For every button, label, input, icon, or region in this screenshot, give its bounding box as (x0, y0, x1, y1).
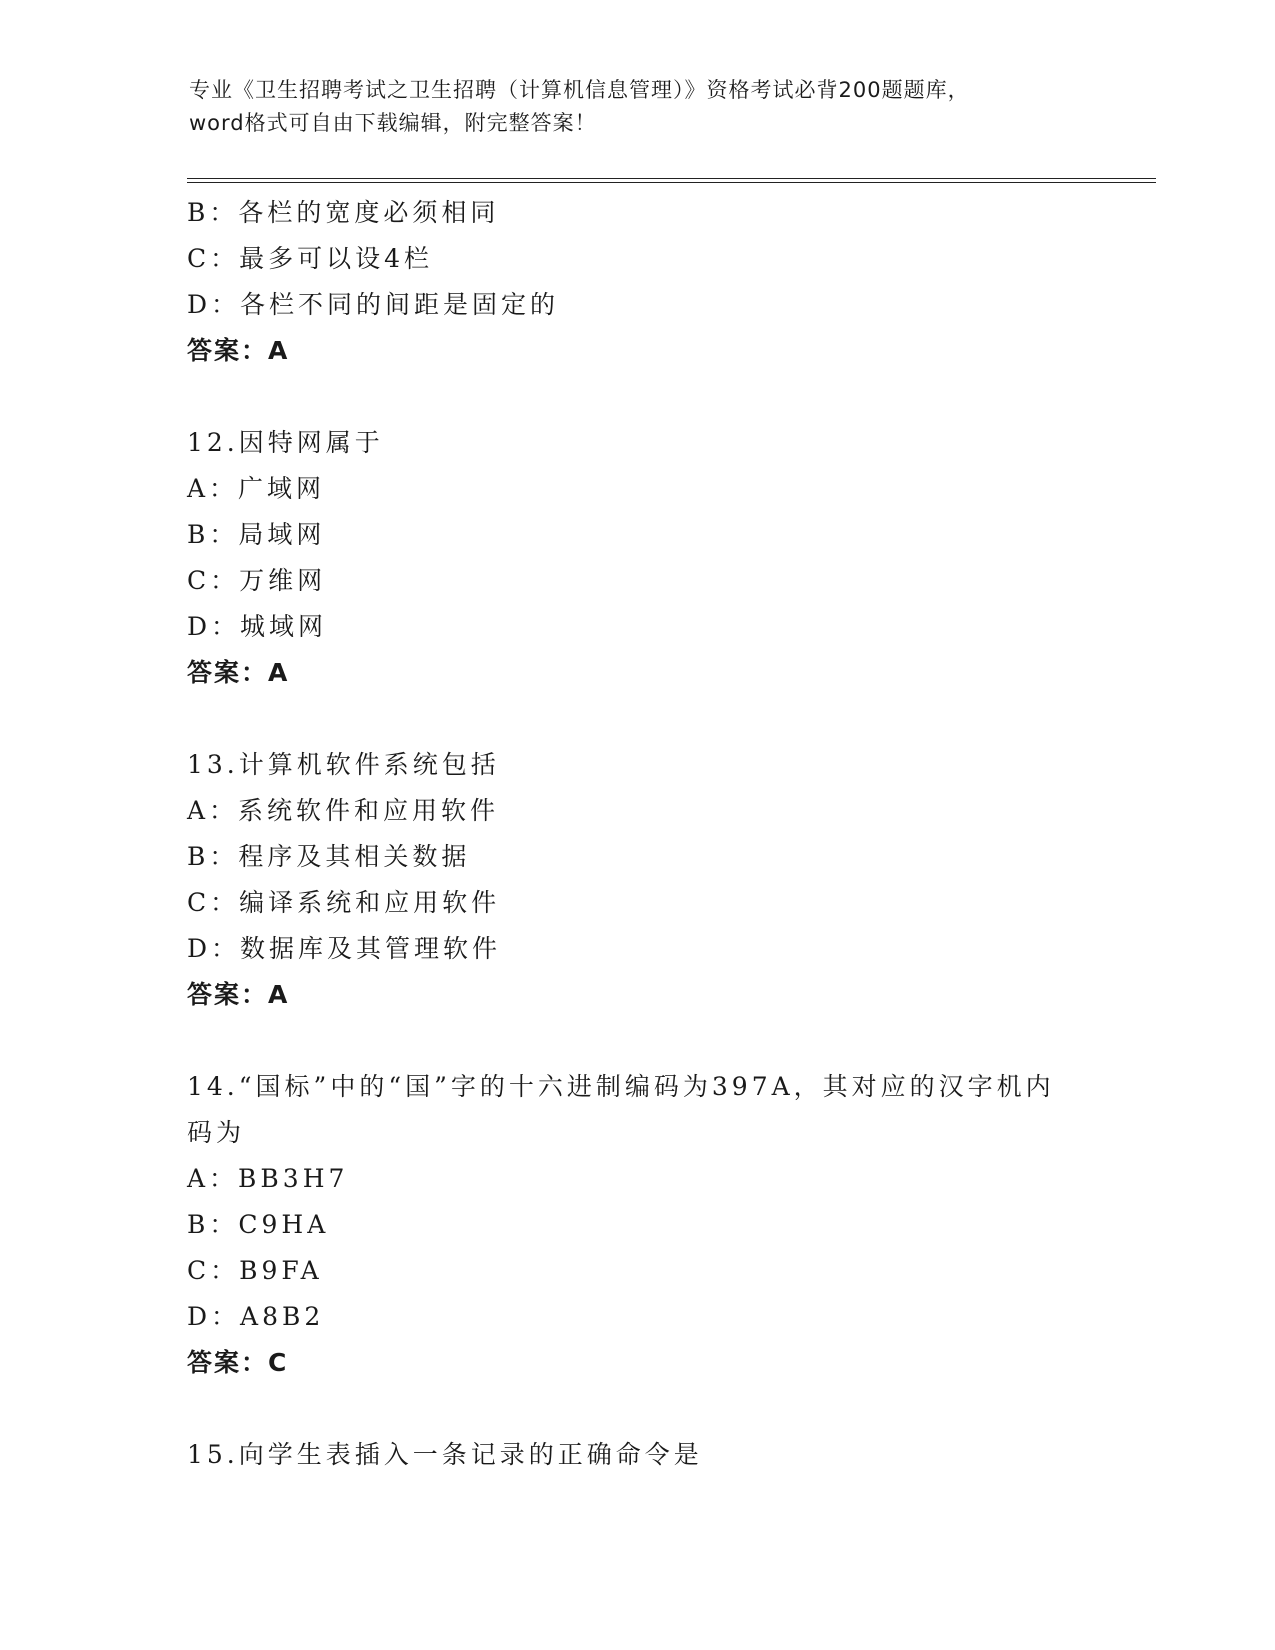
option-d: D：各栏不同的间距是固定的 (187, 290, 560, 319)
option-a: A：BB3H7 (187, 1164, 349, 1193)
header-rule-bottom (187, 182, 1156, 183)
option-c: C：万维网 (187, 566, 327, 595)
option-a: A：系统软件和应用软件 (187, 796, 500, 825)
header-line-1: 专业《卫生招聘考试之卫生招聘（计算机信息管理）》资格考试必背200题题库， (189, 78, 970, 102)
option-b: B：各栏的宽度必须相同 (187, 198, 500, 227)
option-b: B：C9HA (187, 1210, 330, 1239)
question-15 (187, 1432, 1087, 1478)
option-d: D：城域网 (187, 612, 328, 641)
answer: 答案：A (187, 980, 290, 1009)
spacer (187, 1018, 1087, 1064)
option-a: A：广域网 (187, 474, 326, 503)
option-c: C：编译系统和应用软件 (187, 888, 501, 917)
answer: 答案：A (187, 336, 290, 365)
question-text-line-1: 14.“国标”中的“国”字的十六进制编码为397A，其对应的汉字机内 (187, 1072, 1055, 1101)
answer: 答案：A (187, 658, 290, 687)
question-12 (187, 420, 1087, 696)
question-text: 15.向学生表插入一条记录的正确命令是 (187, 1440, 703, 1469)
option-d: D：数据库及其管理软件 (187, 934, 502, 963)
option-c: C：B9FA (187, 1256, 323, 1285)
option-b: B：程序及其相关数据 (187, 842, 471, 871)
question-text: 12.因特网属于 (187, 428, 384, 457)
document-header (189, 74, 1089, 140)
question-14 (187, 1064, 1087, 1386)
question-13 (187, 742, 1087, 1018)
option-b: B：局域网 (187, 520, 326, 549)
header-line-2: word格式可自由下载编辑，附完整答案！ (189, 111, 597, 135)
question-text-line-2: 码为 (187, 1118, 246, 1147)
header-rule-top (187, 178, 1156, 179)
spacer (187, 1386, 1087, 1432)
answer: 答案：C (187, 1348, 289, 1377)
question-11-tail (187, 190, 1087, 374)
option-d: D：A8B2 (187, 1302, 325, 1331)
option-c: C：最多可以设4栏 (187, 244, 434, 273)
spacer (187, 374, 1087, 420)
question-list (187, 190, 1087, 1478)
question-text: 13.计算机软件系统包括 (187, 750, 500, 779)
spacer (187, 696, 1087, 742)
